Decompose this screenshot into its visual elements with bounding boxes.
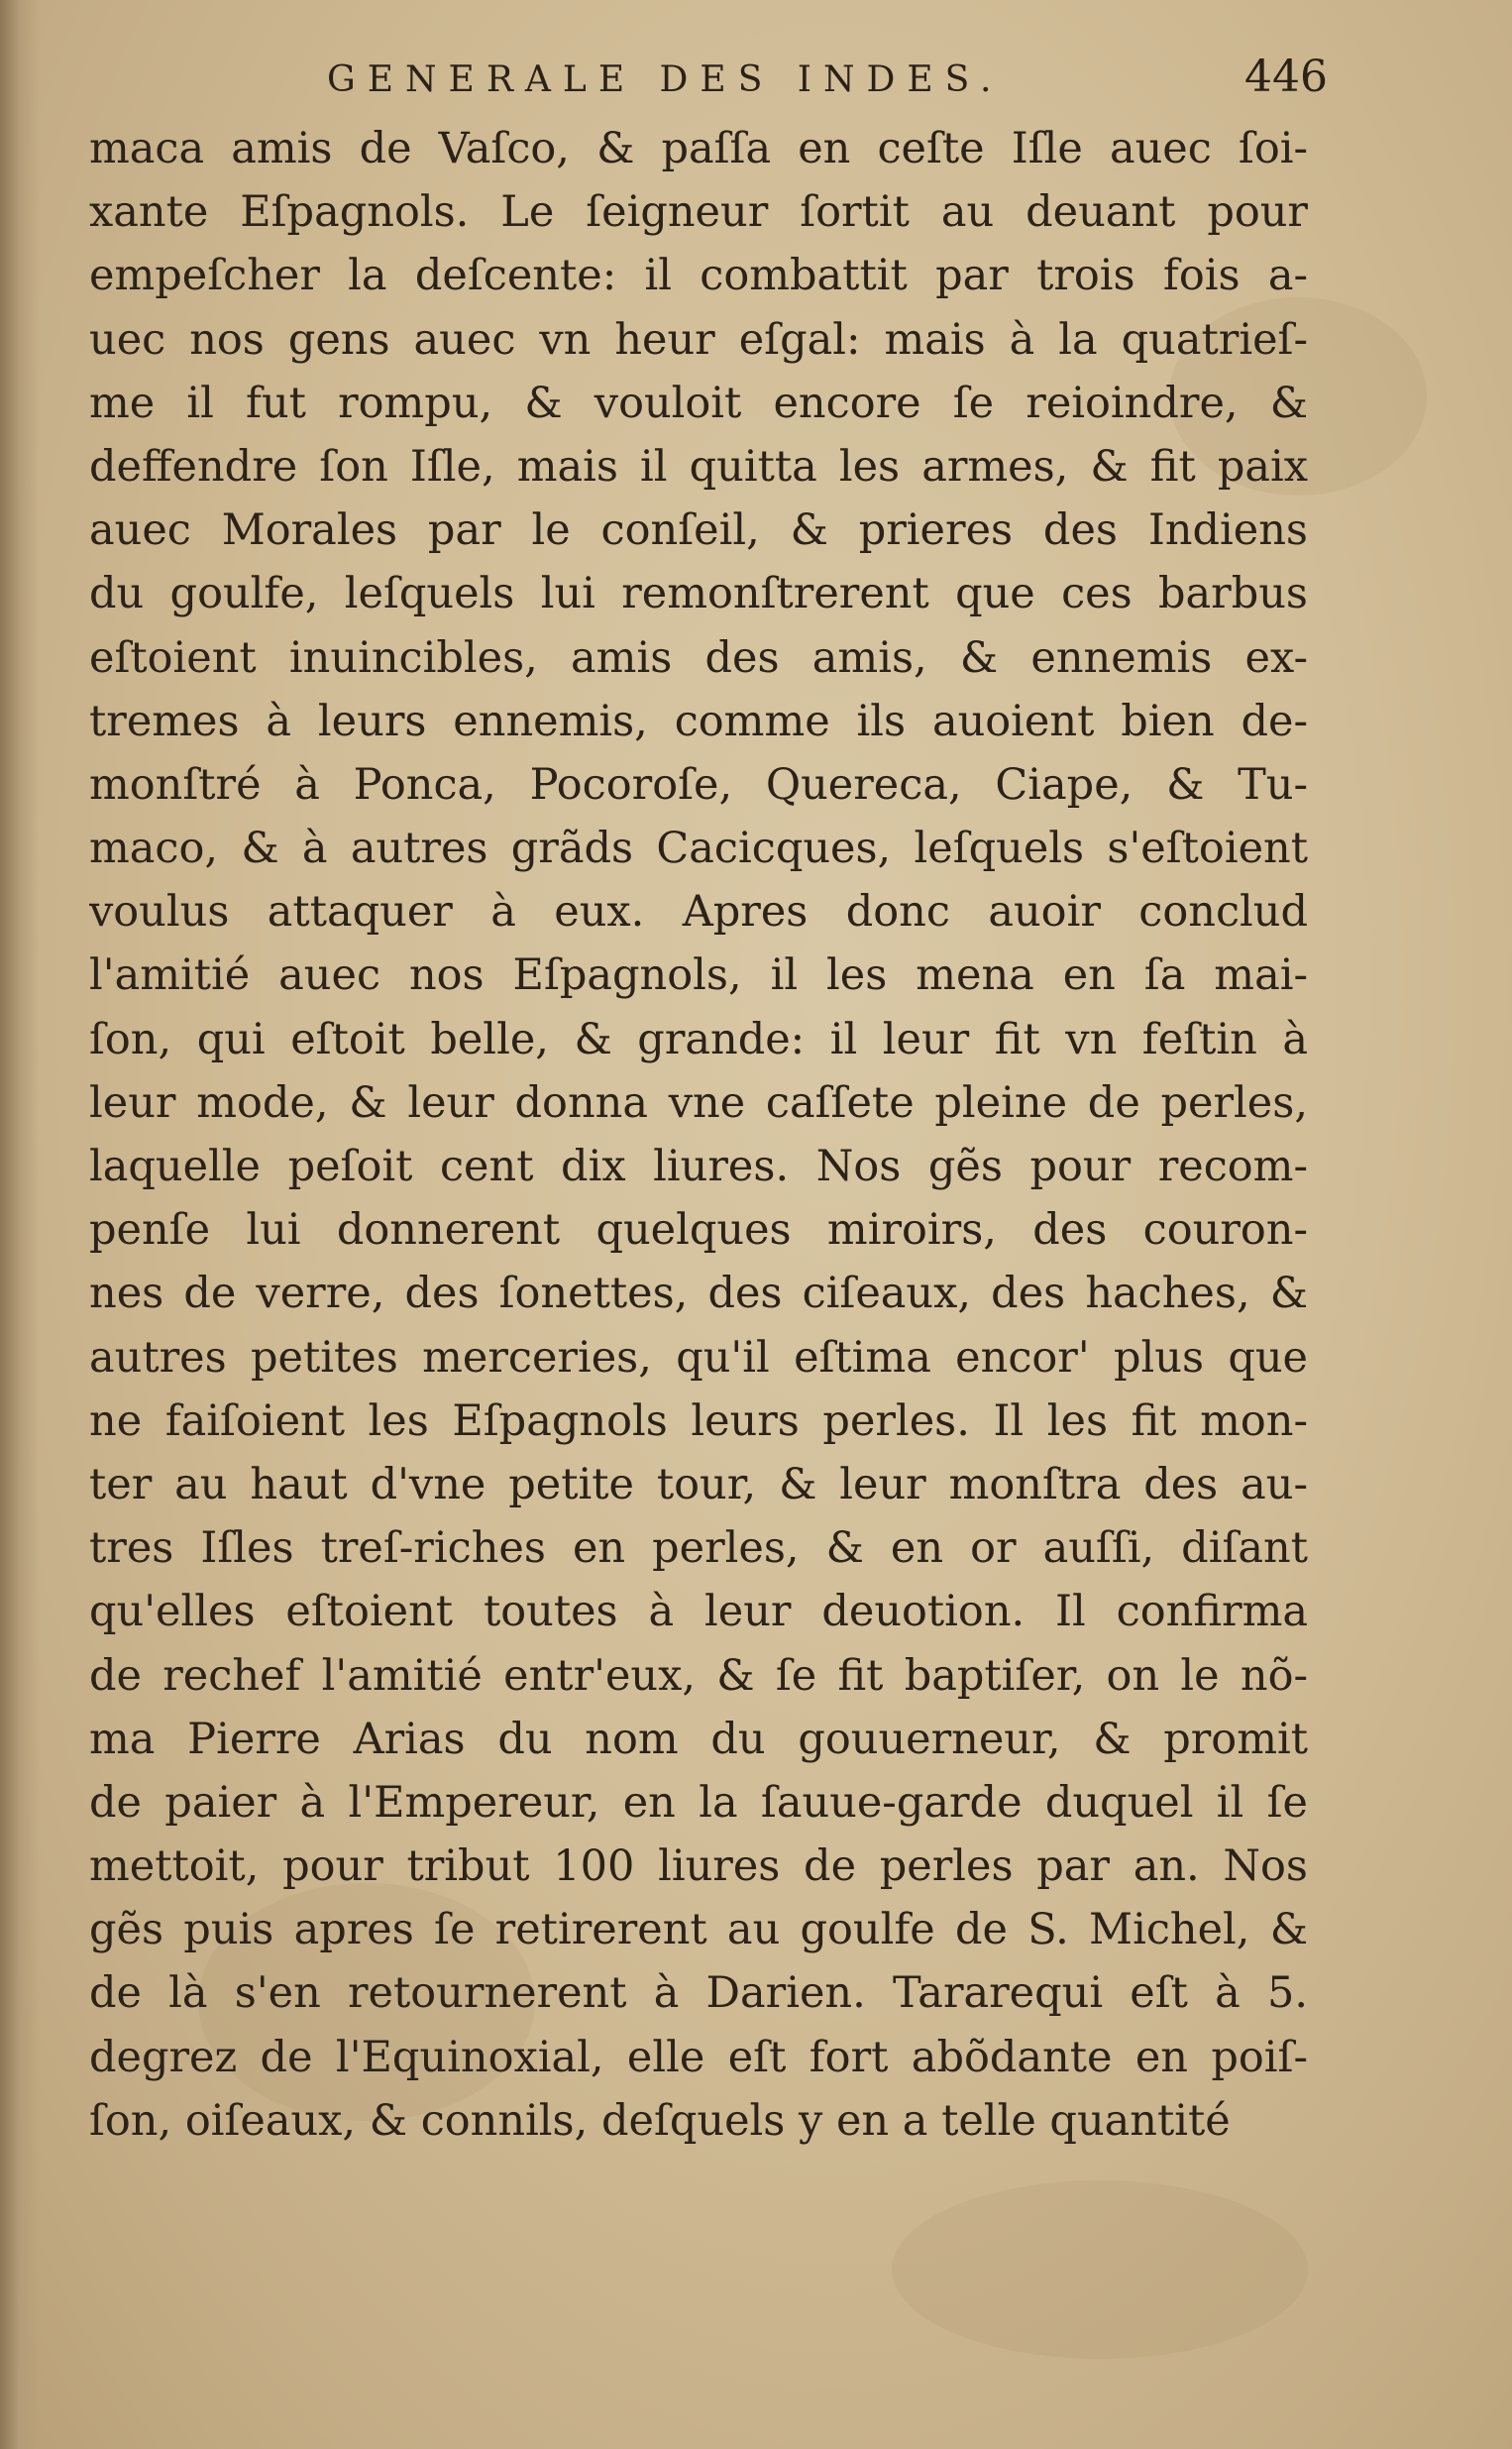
text-line: ſon, oiſeaux, & connils, deſquels y en a telle quantité	[89, 2095, 1231, 2146]
text-line: de là s'en retournerent à Darien. Tararequi eſt à 5.	[89, 1968, 1308, 2019]
text-line: du goulfe, leſquels lui remonſtrerent que ces barbus	[89, 569, 1308, 619]
text-line: empeſcher la deſcente: il combattit par trois fois a-	[89, 251, 1308, 301]
text-line: maco, & à autres grãds Cacicques, leſquels s'eſtoient	[89, 824, 1308, 874]
text-line: me il fut rompu, & vouloit encore ſe reioindre, &	[89, 378, 1308, 428]
text-line: tres Iſles treſ-riches en perles, & en or auſſi, diſant	[89, 1523, 1308, 1574]
text-line: ſon, qui eſtoit belle, & grande: il leur fit vn feſtin à	[89, 1014, 1308, 1064]
text-line: laquelle peſoit cent dix liures. Nos gẽs pour recom-	[89, 1142, 1308, 1191]
running-head-title: GENERALE DES INDES.	[327, 59, 1004, 100]
text-line: de rechef l'amitié entr'eux, & ſe fit baptiſer, on le nõ-	[89, 1650, 1308, 1701]
text-line: de paier à l'Empereur, en la ſauue-garde duquel il ſe	[89, 1777, 1308, 1828]
text-line: maca amis de Vaſco, & paſſa en ceſte Iſle auec ſoi-	[89, 124, 1308, 173]
text-line: qu'elles eſtoient toutes à leur deuotion. Il confirma	[89, 1587, 1308, 1637]
body-text	[89, 117, 1308, 2153]
text-line: eſtoient inuincibles, amis des amis, & ennemis ex-	[89, 632, 1308, 683]
text-line: gẽs puis apres ſe retirerent au goulfe de S. Michel, &	[89, 1905, 1308, 1955]
text-line: leur mode, & leur donna vne caſſete pleine de perles,	[89, 1077, 1308, 1128]
text-line: ter au haut d'vne petite tour, & leur monſtra des au-	[89, 1459, 1308, 1509]
running-head	[327, 52, 1328, 121]
text-line: autres petites merceries, qu'il eſtima encor' plus que	[89, 1332, 1308, 1383]
text-line: tremes à leurs ennemis, comme ils auoient bien de-	[89, 696, 1308, 746]
page-number: 446	[1244, 52, 1328, 102]
text-line: uec nos gens auec vn heur eſgal: mais à la quatrieſ-	[89, 314, 1308, 365]
text-line: nes de verre, des ſonettes, des ciſeaux, des haches, &	[89, 1269, 1308, 1319]
text-line: penſe lui donnerent quelques miroirs, des couron-	[89, 1205, 1308, 1256]
text-line: l'amitié auec nos Eſpagnols, il les mena en ſa mai-	[89, 950, 1308, 1001]
paper-stain	[892, 2180, 1308, 2359]
text-line: mettoit, pour tribut 100 liures de perles par an. Nos	[89, 1841, 1308, 1892]
text-line: ma Pierre Arias du nom du gouuerneur, & promit	[89, 1714, 1308, 1764]
text-line: xante Eſpagnols. Le ſeigneur ſortit au deuant pour	[89, 187, 1308, 238]
text-line: degrez de l'Equinoxial, elle eſt fort abõdante en poiſ-	[89, 2032, 1308, 2082]
text-line: ne faiſoient les Eſpagnols leurs perles. Il les fit mon-	[89, 1395, 1308, 1446]
text-line: auec Morales par le conſeil, & prieres des Indiens	[89, 505, 1308, 556]
text-line: deffendre ſon Iſle, mais il quitta les armes, & fit paix	[89, 441, 1308, 492]
text-line: voulus attaquer à eux. Apres donc auoir conclud	[89, 887, 1308, 938]
binding-gutter	[0, 0, 40, 2449]
text-line: monſtré à Ponca, Pocoroſe, Quereca, Ciape, & Tu-	[89, 759, 1308, 810]
